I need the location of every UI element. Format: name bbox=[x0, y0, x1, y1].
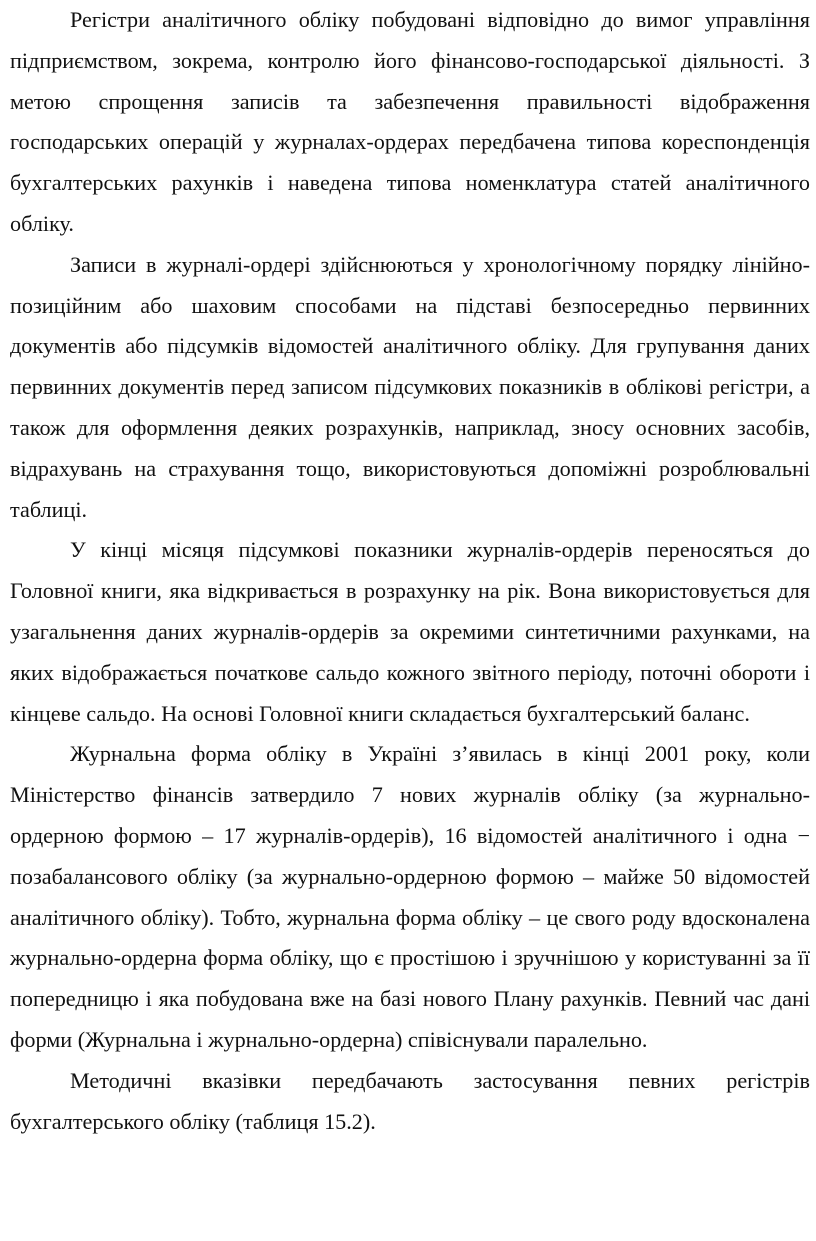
paragraph-registers: Регістри аналітичного обліку побудовані відповідно до вимог управління підприємством, зокрема, контролю його фінансово-господарської діяльності. З метою спрощення записів та забезпечення правильності відображення господарських операцій у журналах-ордерах передбачена типова кореспонденція бухгалтерських рахунків і наведена типова номенклатура статей аналітичного обліку. bbox=[10, 7, 810, 236]
paragraph-methodical-guidelines: Методичні вказівки передбачають застосування певних регістрів бухгалтерського обліку (таблиця 15.2). bbox=[10, 1067, 810, 1134]
paragraph-general-ledger: У кінці місяця підсумкові показники журналів-ордерів переносяться до Головної книги, яка відкривається в розрахунку на рік. Вона використовується для узагальнення даних журналів-ордерів за окремими синтетичними рахунками, на яких відображається початкове сальдо кожного звітного періоду, поточні обороти і кінцеве сальдо. На основі Головної книги складається бухгалтерський баланс. bbox=[10, 537, 810, 726]
document-page bbox=[10, 0, 810, 1142]
paragraph-journal-entries: Записи в журналі-ордері здійснюються у хронологічному порядку лінійно-позиційним або шаховим способами на підставі безпосередньо первинних документів або підсумків відомостей аналітичного обліку. Для групування даних первинних документів перед записом підсумкових показників в облікові регістри, а також для оформлення деяких розрахунків, наприклад, зносу основних засобів, відрахувань на страхування тощо, використовуються допоміжні розроблювальні таблиці. bbox=[10, 251, 810, 522]
paragraph-journal-form-history: Журнальна форма обліку в Україні з’явилась в кінці 2001 року, коли Міністерство фінансів затвердило 7 нових журналів обліку (за журнально-ордерною формою – 17 журналів-ордерів), 16 відомостей аналітичного і одна − позабалансового обліку (за журнально-ордерною формою – майже 50 відомостей аналітичного обліку). Тобто, журнальна форма обліку – це свого роду вдосконалена журнально-ордерна форма обліку, що є простішою і зручнішою у користуванні за її попередницю і яка побудована вже на базі нового Плану рахунків. Певний час дані форми (Журнальна і журнально-ордерна) співіснували паралельно. bbox=[10, 741, 810, 1052]
